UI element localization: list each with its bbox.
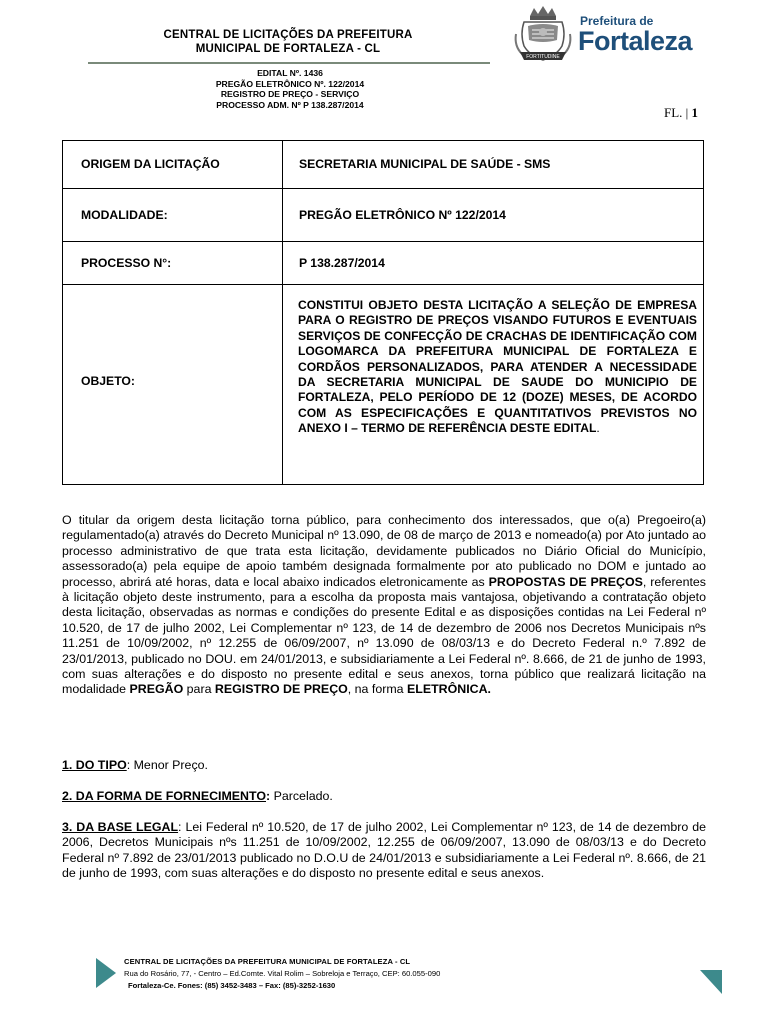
edital-block bbox=[160, 68, 420, 110]
section-base-title: 3. DA BASE LEGAL bbox=[62, 820, 179, 834]
section-base-legal: 3. DA BASE LEGAL: Lei Federal nº 10.520, de 17 de julho 2002, Lei Complementar nº 123, de 14 de dezembro de 2006, Decretos Municipais nºs 11.251 de 10/09/2002, 12.255 de 06/09/2007, 13.090 de 08/03/13 e do Decreto Federal nº 7.892 de 23/01/2013 publicado no D.O.U de 24/01/2013 e subsidiariamente a Lei Federal nº. 8.666, de 21 de junho de 1993, com suas alterações e do disposto no presente edital e seus anexos. bbox=[62, 820, 706, 881]
modalidade-label: MODALIDADE: bbox=[81, 208, 168, 222]
table-row-objeto bbox=[63, 285, 703, 484]
fortaleza-coat-of-arms-logo bbox=[510, 4, 576, 64]
logo-prefix: Prefeitura de bbox=[580, 14, 654, 28]
table-row-processo bbox=[63, 242, 703, 285]
objeto-value: CONSTITUI OBJETO DESTA LICITAÇÃO A SELEÇÃO DE EMPRESA PARA O REGISTRO DE PREÇOS VISANDO FUTUROS E EVENTUAIS SERVIÇOS DE CONFECÇÃO DE CRACHAS DE IDENTIFICAÇÃO COM LOGOMARCA DA PREFEITURA MUNICIPAL DE FORTALEZA E CORDÃOS PERSONALIZADOS, PARA ATENDER A NECESSIDADE DA SECRETARIA MUNICIPAL DE SAUDE DO MUNICIPIO DE FORTALEZA, PELO PERÍODO DE 12 (DOZE) MESES, DE ACORDO COM AS ESPECIFICAÇÕES E QUANTITATIVOS PREVISTOS NO ANEXO I – TERMO DE REFERÊNCIA DESTE EDITAL. bbox=[298, 298, 697, 436]
origem-value: SECRETARIA MUNICIPAL DE SAÚDE - SMS bbox=[299, 157, 551, 171]
header-title-line2: MUNICIPAL DE FORTALEZA - CL bbox=[195, 43, 381, 55]
registro-type: REGISTRO DE PREÇO - SERVIÇO bbox=[220, 89, 360, 99]
footer-phones: Fortaleza-Ce. Fones: (85) 3452-3483 – Fax: (85)-3252-1630 bbox=[128, 981, 336, 990]
page-number-value: 1 bbox=[691, 105, 699, 120]
processo-label: PROCESSO N°: bbox=[81, 256, 172, 270]
page-number bbox=[664, 105, 698, 121]
processo-number: PROCESSO ADM. Nº P 138.287/2014 bbox=[216, 99, 364, 110]
header-title-line1: CENTRAL DE LICITAÇÕES DA PREFEITURA bbox=[163, 29, 413, 41]
origem-label: ORIGEM DA LICITAÇÃO bbox=[81, 157, 220, 171]
licitacao-info-table bbox=[62, 140, 704, 485]
section-forma-title: 2. DA FORMA DE FORNECIMENTO bbox=[62, 789, 266, 803]
section-tipo-title: 1. DO TIPO bbox=[62, 758, 127, 772]
page-label: FL. | bbox=[664, 105, 689, 120]
footer-right-triangle bbox=[700, 970, 722, 994]
header-divider bbox=[88, 62, 490, 64]
pregao-number: PREGÃO ELETRÔNICO Nº. 122/2014 bbox=[215, 78, 365, 89]
footer-address: Rua do Rosário, 77, - Centro – Ed.Comte. Vital Rolim – Sobreloja e Terraço, CEP: 60.055-090 bbox=[124, 969, 441, 978]
modalidade-value: PREGÃO ELETRÔNICO Nº 122/2014 bbox=[299, 208, 506, 222]
table-row-modalidade bbox=[63, 189, 703, 242]
intro-paragraph: O titular da origem desta licitação torna público, para conhecimento dos interessados, que o(a) Pregoeiro(a) regulamentado(a) através do Decreto Municipal nº 13.090, de 08 de março de 2013 e nomeado(a) por Ato juntado ao processo administrativo de que trata esta licitação, devidamente publicados no Diário Oficial do Município, assessorado(a) pela equipe de apoio também designada formalmente por ato publicado no DOM e juntado ao processo, abrirá até horas, data e local abaixo indicados eletronicamente as PROPOSTAS DE PREÇOS, referentes à licitação objeto deste instrumento, para a escolha da proposta mais vantajosa, objetivando a contratação objeto desta licitação, observadas as normas e condições do presente Edital e as disposições contidas na Lei Federal nº 10.520, de 17 de julho 2002, Lei Complementar nº 123, de 14 de dezembro de 2006 nos Decretos Municipais nºs 11.251 de 10/09/2002, nº 12.255 de 06/09/2007, nº 13.090 de 08/03/13 e do Decreto Federal n.º 7.892 de 23/01/2013, publicado no DOU. em 24/01/2013, e subsidiariamente a Lei Federal nº. 8.666, de 21 de junho de 1993, com suas alterações e do disposto no presente edital e seus anexos, torna público que realizará licitação na modalidade PREGÃO para REGISTRO DE PREÇO, na forma ELETRÔNICA. bbox=[62, 513, 706, 697]
objeto-label: OBJETO: bbox=[81, 374, 135, 388]
processo-value: P 138.287/2014 bbox=[299, 256, 385, 270]
header-title bbox=[88, 28, 488, 56]
footer-left-triangle bbox=[96, 958, 116, 988]
section-tipo: 1. DO TIPO: Menor Preço. bbox=[62, 758, 208, 772]
logo-ribbon-text: FORTITUDINE bbox=[526, 54, 560, 60]
edital-number: EDITAL Nº. 1436 bbox=[257, 68, 323, 78]
section-forma: 2. DA FORMA DE FORNECIMENTO: Parcelado. bbox=[62, 789, 333, 803]
logo-city-name: Fortaleza bbox=[578, 26, 693, 56]
table-row-origem bbox=[63, 141, 703, 189]
footer-org-name: CENTRAL DE LICITAÇÕES DA PREFEITURA MUNICIPAL DE FORTALEZA - CL bbox=[124, 957, 411, 966]
